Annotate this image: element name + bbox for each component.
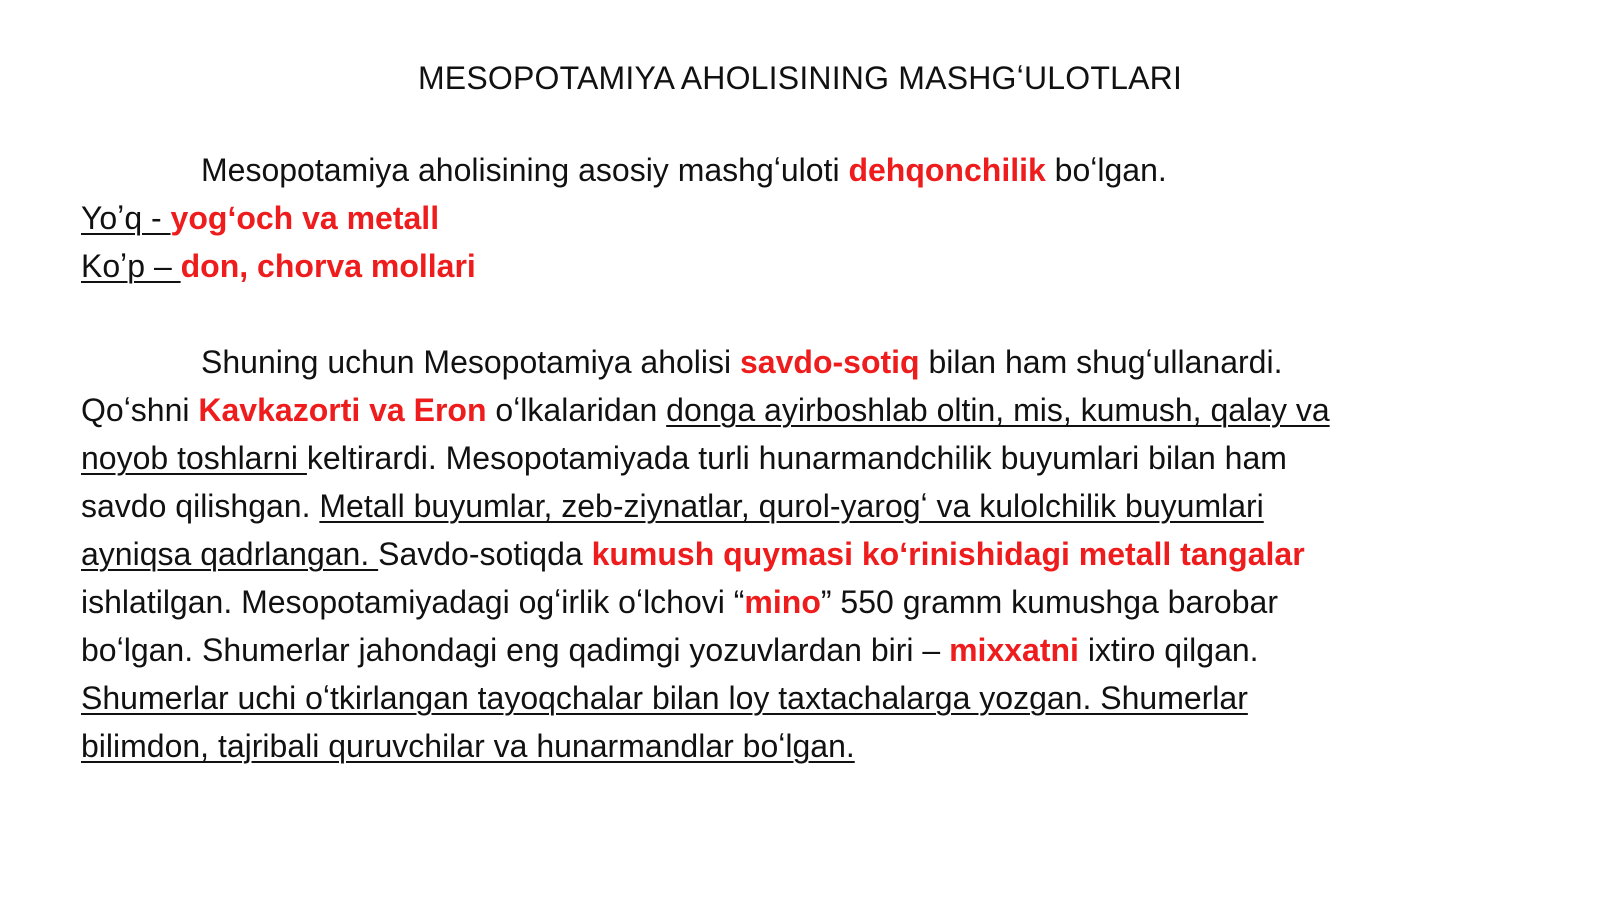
kop-label: Koʼp – xyxy=(81,248,181,284)
text-run: boʻlgan. Shumerlar jahondagi eng qadimgi yozuvlardan biri – xyxy=(81,632,950,668)
yoq-label: Yoʼq - xyxy=(81,200,171,236)
paragraph-intro xyxy=(81,146,1521,194)
underlined-text: Metall buyumlar, zeb-ziynatlar, qurol-yarogʻ va kulolchilik buyumlari xyxy=(319,488,1264,524)
text-run: oʻlkalaridan xyxy=(486,392,667,428)
highlight-kumush-tangalar: kumush quymasi koʻrinishidagi metall tangalar xyxy=(591,536,1305,572)
page-title: MESOPOTAMIYA AHOLISINING MASHGʻULOTLARI xyxy=(417,60,1183,96)
highlight-dehqonchilik: dehqonchilik xyxy=(848,152,1046,188)
paragraph-trade-line-1 xyxy=(81,338,1521,386)
text-run: ” 550 gramm kumushga barobar xyxy=(820,584,1278,620)
paragraph-gap xyxy=(81,290,1521,338)
highlight-mixxatni: mixxatni xyxy=(949,632,1079,668)
kop-value: don, chorva mollari xyxy=(180,248,476,284)
paragraph-trade-line-2 xyxy=(81,386,1521,434)
underlined-text: noyob toshlarni xyxy=(81,440,307,476)
underlined-text: bilimdon, tajribali quruvchilar va hunarmandlar boʻlgan. xyxy=(81,728,855,764)
paragraph-trade-line-7 xyxy=(81,626,1521,674)
text-run: savdo qilishgan. xyxy=(81,488,320,524)
underlined-text: ayniqsa qadrlangan. xyxy=(81,536,379,572)
text-run: ixtiro qilgan. xyxy=(1078,632,1259,668)
underlined-text: donga ayirboshlab oltin, mis, kumush, qalay va xyxy=(666,392,1330,428)
yoq-value: yogʻoch va metall xyxy=(170,200,440,236)
highlight-kavkazorti-eron: Kavkazorti va Eron xyxy=(198,392,487,428)
text-run: Shuning uchun Mesopotamiya aholisi xyxy=(201,344,740,380)
highlight-savdo-sotiq: savdo-sotiq xyxy=(740,344,920,380)
list-item-yoq xyxy=(81,194,1521,242)
paragraph-trade-line-9 xyxy=(81,722,1521,770)
paragraph-trade-line-3 xyxy=(81,434,1521,482)
underlined-text: Shumerlar uchi oʻtkirlangan tayoqchalar bilan loy taxtachalarga yozgan. Shumerlar xyxy=(81,680,1248,716)
intro-text: Mesopotamiya aholisining asosiy mashgʻuloti xyxy=(201,152,849,188)
text-run: ishlatilgan. Mesopotamiyadagi ogʻirlik oʻlchovi “ xyxy=(81,584,745,620)
intro-text-end: boʻlgan. xyxy=(1045,152,1167,188)
text-run: Qoʻshni xyxy=(81,392,199,428)
text-run: keltirardi. Mesopotamiyada turli hunarmandchilik buyumlari bilan ham xyxy=(306,440,1287,476)
paragraph-trade-line-6 xyxy=(81,578,1521,626)
text-run: bilan ham shugʻullanardi. xyxy=(919,344,1283,380)
paragraph-trade-line-5 xyxy=(81,530,1521,578)
text-run: Savdo-sotiqda xyxy=(378,536,592,572)
paragraph-trade-line-8 xyxy=(81,674,1521,722)
list-item-kop xyxy=(81,242,1521,290)
highlight-mino: mino xyxy=(744,584,821,620)
slide-body xyxy=(81,146,1521,770)
paragraph-trade-line-4 xyxy=(81,482,1521,530)
